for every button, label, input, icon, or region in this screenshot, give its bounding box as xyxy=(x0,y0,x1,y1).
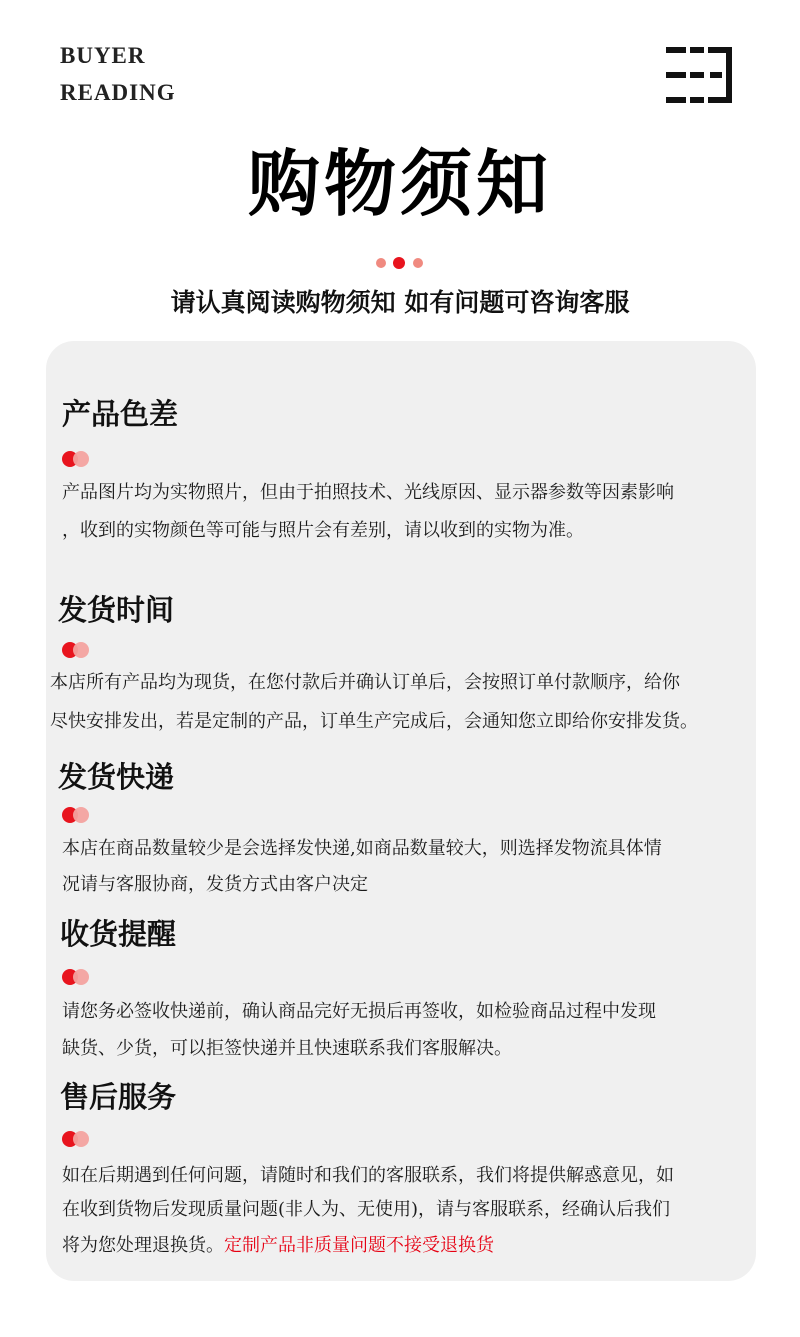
section-bullet-icon xyxy=(62,642,92,658)
section-text-line: ，收到的实物颜色等可能与照片会有差别，请以收到的实物为准。 xyxy=(62,520,584,541)
divider-dot-right xyxy=(413,258,423,268)
section-text-line: 在收到货物后发现质量问题(非人为、无使用)，请与客服联系，经确认后我们 xyxy=(62,1199,671,1220)
section-text-line: 缺货、少货，可以拒签快递并且快速联系我们客服解决。 xyxy=(62,1038,512,1059)
english-heading-buyer: BUYER xyxy=(60,43,146,68)
divider-dot-center xyxy=(393,257,405,269)
section-title-after-sales: 售后服务 xyxy=(60,1080,177,1114)
section-text-line-last xyxy=(62,1237,494,1255)
title-divider-dots xyxy=(0,257,800,269)
section-text: 将为您处理退换货。 xyxy=(62,1235,224,1256)
section-title-color-difference: 产品色差 xyxy=(62,397,179,431)
section-bullet-icon xyxy=(62,1131,92,1147)
section-bullet-icon xyxy=(62,969,92,985)
page-title: 购物须知 xyxy=(247,141,552,226)
section-text-line: 如在后期遇到任何问题，请随时和我们的客服联系，我们将提供解惑意见，如 xyxy=(62,1165,674,1186)
section-text-line: 尽快安排发出，若是定制的产品，订单生产完成后，会通知您立即给你安排发货。 xyxy=(50,711,698,732)
section-text-line: 本店在商品数量较少是会选择发快递,如商品数量较大，则选择发物流具体情 xyxy=(62,838,662,859)
section-title-shipping-time: 发货时间 xyxy=(58,593,175,627)
section-title-receipt-reminder: 收货提醒 xyxy=(60,917,177,951)
section-text-line: 请您务必签收快递前，确认商品完好无损后再签收，如检验商品过程中发现 xyxy=(62,1001,656,1022)
warning-text-custom-products: 定制产品非质量问题不接受退换货 xyxy=(224,1235,494,1256)
section-title-shipping-courier: 发货快递 xyxy=(58,760,175,794)
section-text-line: 况请与客服协商，发货方式由客户决定 xyxy=(62,874,368,895)
section-text-line: 本店所有产品均为现货，在您付款后并确认订单后，会按照订单付款顺序，给你 xyxy=(50,672,680,693)
notice-logo-icon xyxy=(666,44,734,106)
section-bullet-icon xyxy=(62,807,92,823)
section-text-line: 产品图片均为实物照片，但由于拍照技术、光线原因、显示器参数等因素影响 xyxy=(62,482,674,503)
page-subtitle: 请认真阅读购物须知 如有问题可咨询客服 xyxy=(170,288,630,317)
divider-dot-left xyxy=(376,258,386,268)
section-bullet-icon xyxy=(62,451,92,467)
english-heading-reading: READING xyxy=(60,80,176,105)
